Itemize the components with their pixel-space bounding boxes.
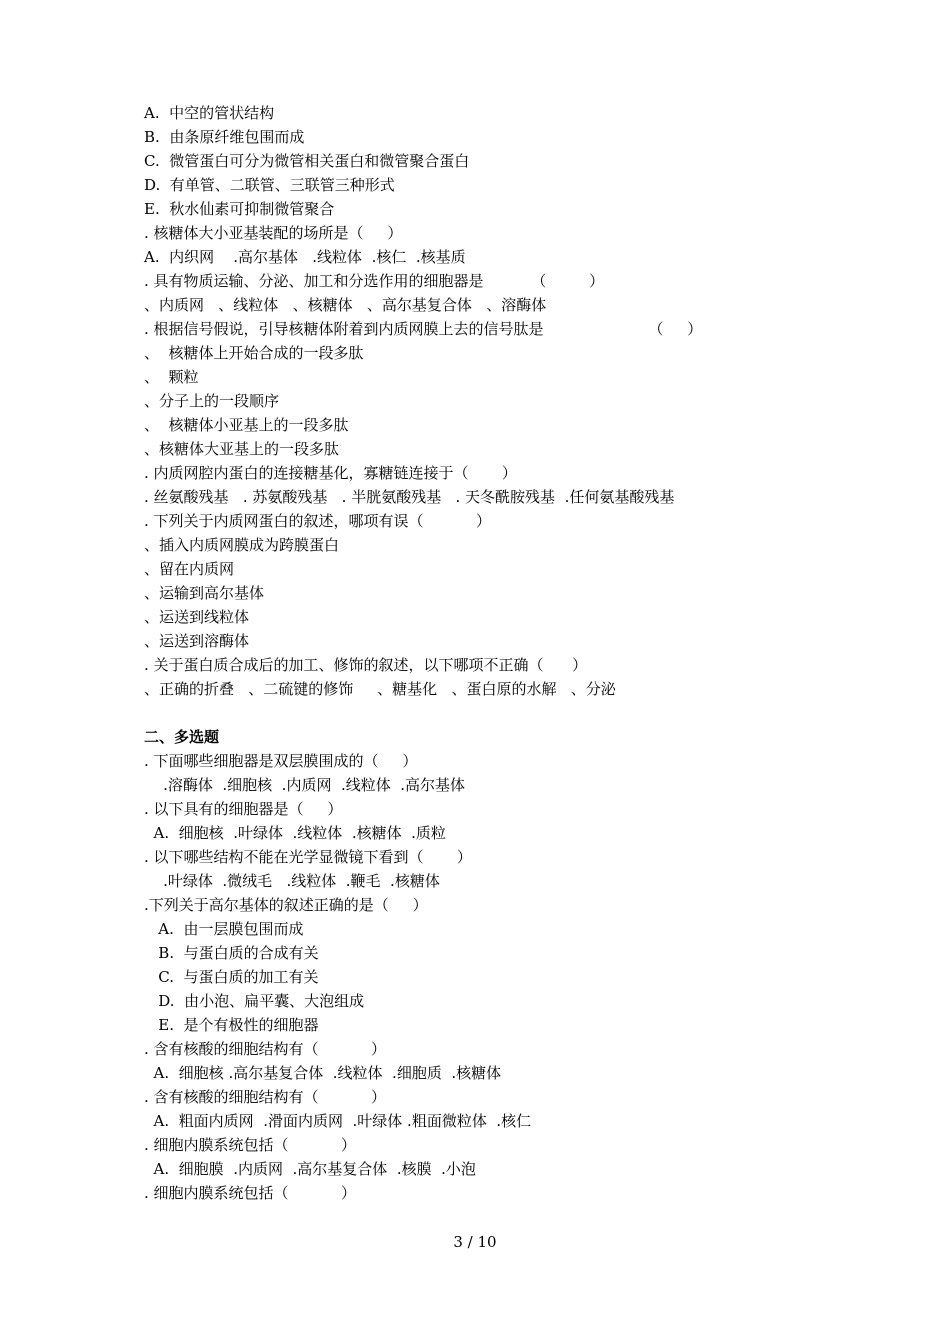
option-line: D. 由小泡、扁平囊、大泡组成 bbox=[144, 992, 365, 1010]
question-line: . 细胞内膜系统包括（ ） bbox=[144, 1136, 356, 1154]
question-line: . 下列关于内质网蛋白的叙述，哪项有误（ ） bbox=[144, 512, 491, 530]
option-line: 、正确的折叠 、二硫键的修饰 、糖基化 、蛋白原的水解 、分泌 bbox=[144, 680, 616, 698]
document-body bbox=[144, 101, 824, 1205]
option-line: B. 与蛋白质的合成有关 bbox=[144, 944, 319, 962]
question-line: . 内质网腔内蛋白的连接糖基化，寡糖链连接于（ ） bbox=[144, 464, 517, 482]
option-line: 、分子上的一段顺序 bbox=[144, 392, 280, 410]
option-line: 、内质网 、线粒体 、核糖体 、高尔基复合体 、溶酶体 bbox=[144, 296, 547, 314]
option-line: C. 微管蛋白可分为微管相关蛋白和微管聚合蛋白 bbox=[144, 152, 470, 170]
question-line: . 下面哪些细胞器是双层膜围成的（ ） bbox=[144, 752, 418, 770]
option-line: A. 粗面内质网 .滑面内质网 .叶绿体 .粗面微粒体 .核仁 bbox=[144, 1112, 532, 1130]
page-number: 3 / 10 bbox=[453, 1233, 497, 1251]
question-line: . 以下哪些结构不能在光学显微镜下看到（ ） bbox=[144, 848, 472, 866]
section-heading: 二、多选题 bbox=[144, 728, 220, 746]
option-line: .溶酶体 .细胞核 .内质网 .线粒体 .高尔基体 bbox=[144, 776, 466, 794]
option-line: E. 是个有极性的细胞器 bbox=[144, 1016, 319, 1034]
question-line: .下列关于高尔基体的叙述正确的是（ ） bbox=[144, 896, 428, 914]
option-line: A. 细胞核 .叶绿体 .线粒体 .核糖体 .质粒 bbox=[144, 824, 446, 842]
option-line: D. 有单管、二联管、三联管三种形式 bbox=[144, 176, 395, 194]
question-line: . 核糖体大小亚基装配的场所是（ ） bbox=[144, 224, 403, 242]
option-line: 、 核糖体上开始合成的一段多肽 bbox=[144, 344, 364, 362]
question-line: . 含有核酸的细胞结构有（ ） bbox=[144, 1040, 386, 1058]
option-line: . 丝氨酸残基 . 苏氨酸残基 . 半胱氨酸残基 . 天冬酰胺残基 .任何氨基酸残基 bbox=[144, 488, 675, 506]
option-line: 、运输到高尔基体 bbox=[144, 584, 265, 602]
option-line: 、插入内质网膜成为跨膜蛋白 bbox=[144, 536, 340, 554]
option-line: 、运送到溶酶体 bbox=[144, 632, 250, 650]
option-line: A. 细胞核 .高尔基复合体 .线粒体 .细胞质 .核糖体 bbox=[144, 1064, 502, 1082]
question-line: . 具有物质运输、分泌、加工和分选作用的细胞器是 （ ） bbox=[144, 272, 605, 290]
option-line: 、 颗粒 bbox=[144, 368, 199, 386]
option-line: A. 细胞膜 .内质网 .高尔基复合体 .核膜 .小泡 bbox=[144, 1160, 476, 1178]
option-line: .叶绿体 .微绒毛 .线粒体 .鞭毛 .核糖体 bbox=[144, 872, 440, 890]
option-line: B. 由条原纤维包围而成 bbox=[144, 128, 305, 146]
question-line: . 以下具有的细胞器是（ ） bbox=[144, 800, 343, 818]
option-line: 、运送到线粒体 bbox=[144, 608, 250, 626]
option-line: A. 由一层膜包围而成 bbox=[144, 920, 304, 938]
option-line: 、留在内质网 bbox=[144, 560, 235, 578]
option-line: E. 秋水仙素可抑制微管聚合 bbox=[144, 200, 335, 218]
blank-line bbox=[144, 701, 824, 725]
question-line: . 含有核酸的细胞结构有（ ） bbox=[144, 1088, 386, 1106]
question-line: . 根据信号假说，引导核糖体附着到内质网膜上去的信号肽是 （ ） bbox=[144, 320, 703, 338]
question-line: . 关于蛋白质合成后的加工、修饰的叙述，以下哪项不正确（ ） bbox=[144, 656, 588, 674]
option-line: 、 核糖体小亚基上的一段多肽 bbox=[144, 416, 349, 434]
question-line: . 细胞内膜系统包括（ ） bbox=[144, 1184, 356, 1202]
option-line: A. 中空的管状结构 bbox=[144, 104, 275, 122]
option-line: A. 内织网 .高尔基体 .线粒体 .核仁 .核基质 bbox=[144, 248, 466, 266]
option-line: 、核糖体大亚基上的一段多肽 bbox=[144, 440, 340, 458]
option-line: C. 与蛋白质的加工有关 bbox=[144, 968, 319, 986]
